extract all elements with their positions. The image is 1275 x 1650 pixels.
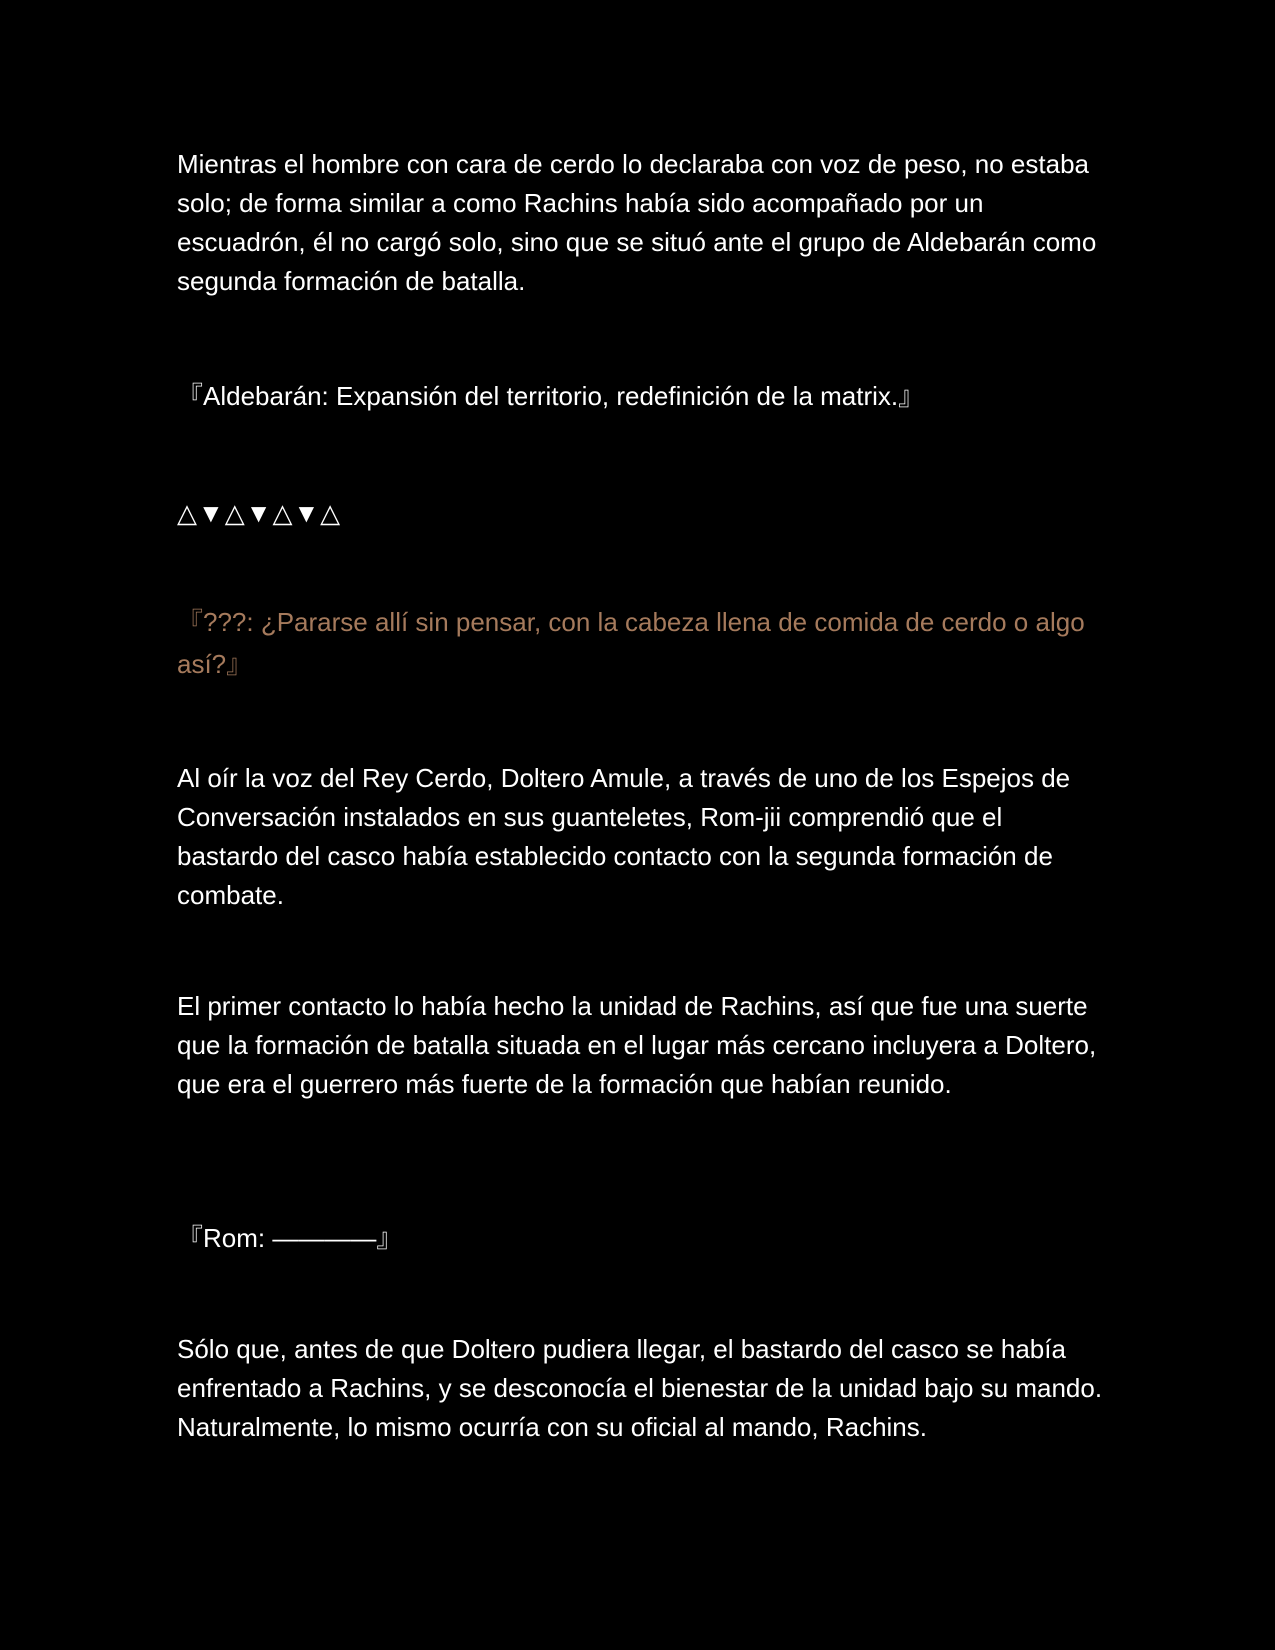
dialogue-unknown-speaker: 『???: ¿Pararse allí sin pensar, con la cabeza llena de comida de cerdo o algo así?』 xyxy=(177,607,1085,679)
scene-separator: △▼△▼△▼△ xyxy=(177,498,342,528)
paragraph-1: Mientras el hombre con cara de cerdo lo declaraba con voz de peso, no estaba solo; de forma similar a como Rachins había sido acompañado por un escuadrón, él no cargó solo, sino que se situó ante el grupo de Aldebarán como segunda formación de batalla. xyxy=(177,149,1097,296)
paragraph-2: Al oír la voz del Rey Cerdo, Doltero Amule, a través de uno de los Espejos de Conversación instalados en sus guanteletes, Rom-jii comprendió que el bastardo del casco había establecido contacto con la segunda formación de combate. xyxy=(177,763,1071,910)
dialogue-aldebaran: 『Aldebarán: Expansión del territorio, redefinición de la matrix.』 xyxy=(177,381,925,411)
paragraph-4: Sólo que, antes de que Doltero pudiera llegar, el bastardo del casco se había enfrentado a Rachins, y se desconocía el bienestar de la unidad bajo su mando. Naturalmente, lo mismo ocurría con su oficial al mando, Rachins. xyxy=(177,1334,1103,1442)
paragraph-3: El primer contacto lo había hecho la unidad de Rachins, así que fue una suerte que la formación de batalla situada en el lugar más cercano incluyera a Doltero, que era el guerrero más fuerte de la formación que habían reunido. xyxy=(177,991,1097,1099)
dialogue-rom: 『Rom: ————』 xyxy=(177,1223,403,1253)
